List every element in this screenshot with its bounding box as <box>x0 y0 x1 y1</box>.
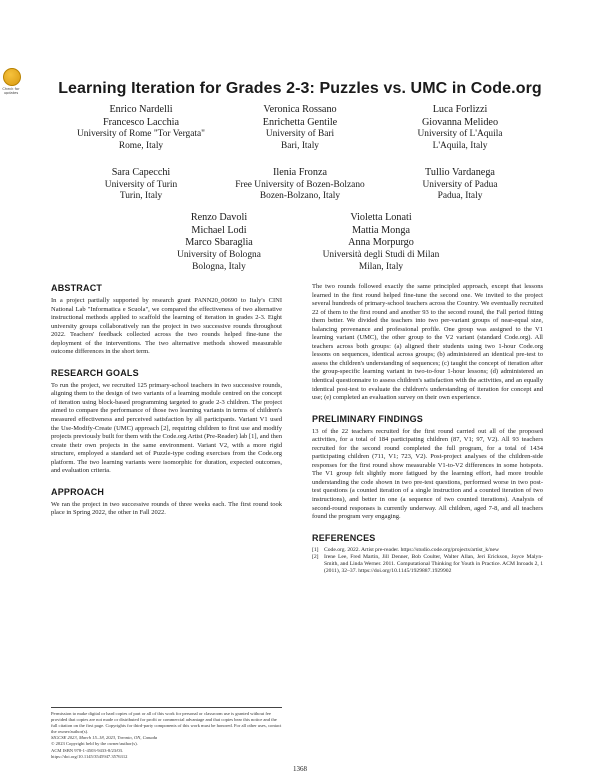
divider <box>51 707 282 708</box>
approach-continued-text: The two rounds followed exactly the same principled approach, except that lessons learned in the first round helped fine-tune the second one. We invited to the project several hundreds of primary-school teachers across the Country. We eventually recruited 22 of them to the first round and another 93 to the second round, the Fall period fitting them better. We divided the teachers into two per-variant groups of near-equal size, balancing provenance and professional profile. One group was assigned to the V1 learning variant (UMC), the other group to the V2 variant (standard Code.org). All teachers across both groups: (a) aligned their students using two 1-hour Code.org lessons on sequences, identical across groups; (b) administered an identical pre-test to assess the children's understanding of sequences; (c) taught the concept of iteration after the group-specific learning variant in two-to-four 1-hour lessons; (d) administered an identical questionnaire to assess children's satisfaction with the activities, and an equally identical post-test to evaluate the children's understanding of iteration for concept and use; (e) completed an evaluation survey on their own experience. <box>312 283 543 402</box>
author-location: Padua, Italy <box>437 191 483 202</box>
badge-label: Check for updates <box>2 87 20 95</box>
author-affiliation: University of Bologna <box>177 249 261 260</box>
author-affiliation: University of Turin <box>104 179 178 190</box>
author-location: L'Aquila, Italy <box>432 140 488 151</box>
author-block <box>365 104 555 153</box>
abstract-text: In a project partially supported by research grant PANN20_00690 to Italy's CINI National Lab "Informatica e Scuola", we compared the effectiveness of two alternative instructional methods applied to scaffold the learning of iteration in grades 2-3. Eight university groups collaboratively ran the project in two successive rounds throughout 2022. Teachers' feedback collected across the two rounds helped fine-tune the deployment of the interventions. The two alternative methods showed measurable outcome differences in the short term. <box>51 297 282 356</box>
author-name: Ilenia Fronza <box>272 167 328 178</box>
author-name: Tullio Vardanega <box>425 167 495 178</box>
references-heading: REFERENCES <box>312 532 376 543</box>
permission-text: Permission to make digital or hard copies of part or all of this work for personal or classroom use is granted without fee provided that copies are not made or distributed for profit or commercial advantage and that copies bear this notice and the full citation on the first page. Copyrights for third-party components of this work must be honored. For all other uses, contact the owner/author(s). <box>51 711 282 735</box>
reference-text: Irene Lee, Fred Martin, Jill Denner, Bob Coulter, Walter Allan, Jeri Erickson, Joyce Malyn-Smith, and Linda Werner. 2011. Computational Thinking for Youth in Practice. ACM Inroads 2, 1 (2011), 32–37. https://doi.org/10.1145/1929887.1929902 <box>324 553 543 575</box>
reference-list <box>312 547 543 576</box>
page-number: 1368 <box>293 765 307 773</box>
author-name: Anna Morpurgo <box>348 237 414 249</box>
author-affiliation: University of Padua <box>422 179 498 190</box>
author-location: Bari, Italy <box>280 140 319 151</box>
author-name: Violetta Lonati <box>350 212 412 223</box>
approach-heading: APPROACH <box>51 486 105 497</box>
author-name: Enrico Nardelli <box>109 104 173 115</box>
research-goals-text: To run the project, we recruited 125 primary-school teachers in two successive rounds, aligning them to the design of two variants of a learning module centred on the concept of iteration using block-based programming targeted to grade 2-3 children. The project aimed to compare the performance of those two learning variants in terms of children's measured effectiveness and perceived satisfaction by all participants. Variant V1 used the Use-Modify-Create (UMC) approach [2], requiring children to first use and modify projects previously built for them with the Code.org Artist (Pre-Reader) lab [1], and then create their own projects in the same environment. Variant V2, with a more rigid structure, employed a standard set of Puzzle-type coding exercises from the Code.org platform. The two learning variants were isomorphic for duration, expected outcomes, and evaluation criteria. <box>51 381 282 475</box>
author-location: Milan, Italy <box>358 261 404 272</box>
author-name: Sara Capecchi <box>111 167 171 178</box>
author-affiliation: University of L'Aquila <box>417 129 503 140</box>
author-location: Turin, Italy <box>119 191 163 202</box>
reference-number: [2] <box>312 553 319 560</box>
author-name: Michael Lodi <box>191 224 247 236</box>
reference-item <box>312 547 543 554</box>
author-location: Rome, Italy <box>118 140 164 151</box>
author-name: Marco Sbaraglia <box>185 237 253 249</box>
copyright-line: © 2023 Copyright held by the owner/author(s). <box>51 741 138 747</box>
reference-item <box>312 554 543 576</box>
author-name: Enrichetta Gentile <box>262 116 338 128</box>
author-location: Bologna, Italy <box>192 261 246 272</box>
author-name: Mattia Monga <box>351 224 410 236</box>
author-location: Bozen-Bolzano, Italy <box>259 191 341 202</box>
author-name: Giovanna Melideo <box>421 116 499 128</box>
paper-title: Learning Iteration for Grades 2-3: Puzzles vs. UMC in Code.org <box>58 80 542 97</box>
reference-text: Code.org. 2022. Artist pre-reader. https://studio.code.org/projects/artist_k/new <box>324 546 500 553</box>
approach-text: We ran the project in two successive rounds of three weeks each. The first round took place in Spring 2022, the other in Fall 2022. <box>51 500 282 517</box>
author-block <box>286 212 476 273</box>
permission-notice <box>51 707 282 760</box>
author-affiliation: University of Bari <box>265 129 335 140</box>
author-name: Renzo Davoli <box>190 212 248 223</box>
doi-link[interactable]: https://doi.org/10.1145/3545947.3576312 <box>51 753 128 759</box>
left-column <box>51 283 282 518</box>
conference-info: SIGCSE 2023, March 15–18, 2023, Toronto, ON, Canada <box>51 735 158 741</box>
abstract-heading: ABSTRACT <box>51 283 103 293</box>
author-name: Francesco Lacchia <box>102 116 180 128</box>
author-block <box>365 167 555 203</box>
author-name: Luca Forlizzi <box>432 104 488 115</box>
author-affiliation: Free University of Bozen-Bolzano <box>235 179 365 190</box>
isbn-line: ACM ISBN 978-1-4503-9433-8/23/03. <box>51 747 124 753</box>
author-name: Veronica Rossano <box>263 104 337 115</box>
findings-heading: PRELIMINARY FINDINGS <box>312 413 424 424</box>
findings-text: 13 of the 22 teachers recruited for the first round carried out all of the proposed activities, for a total of 184 participating children (87, V1; 97, V2). All 93 teachers recruited for the second round completed the full program, for a total of 1434 participating children (711, V1; 723, V2). Post-project analyses of the children-side responses for the first round show measurable V1-to-V2 differences in some hotspots. The V1 group felt slightly more fatigued by the learning effort, had more trouble understanding the code shown in two pre-test questions, performed worse in two post-test questions (a counted iteration of a single instruction and a counted iteration of two instructions), and better in one (a sequence of two counted iterations). Analysis of second-round responses is currently underway. All children, aged 7-8, and all teachers found the program very engaging. <box>312 427 543 521</box>
right-column <box>312 283 543 575</box>
author-affiliation: University of Rome "Tor Vergata" <box>77 129 205 140</box>
reference-number: [1] <box>312 546 319 553</box>
author-affiliation: Università degli Studi di Milan <box>322 249 440 260</box>
research-goals-heading: RESEARCH GOALS <box>51 367 139 378</box>
